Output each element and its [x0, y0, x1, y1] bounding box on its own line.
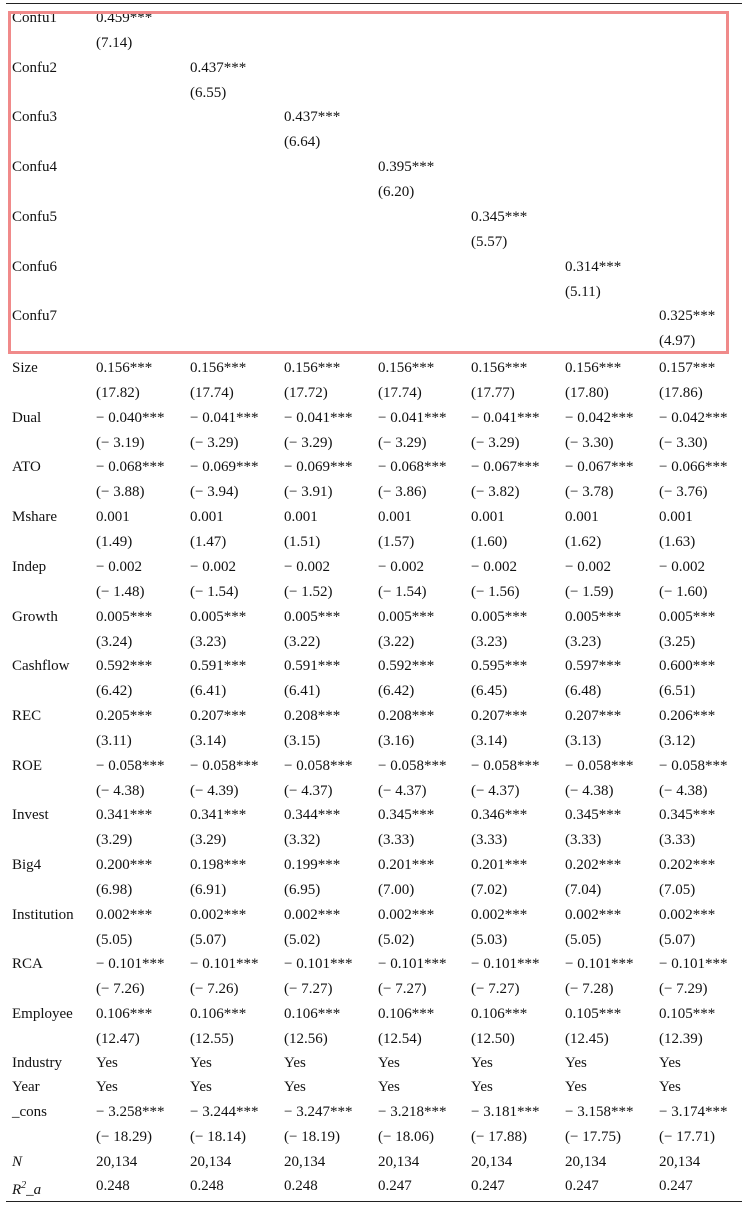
t-stat-cell: (− 4.37): [284, 782, 333, 799]
table-top-rule: [6, 3, 742, 4]
t-stat-cell: (− 3.88): [96, 484, 145, 501]
coef-cell: − 0.067***: [565, 459, 634, 476]
r2-cell: 0.247: [565, 1178, 599, 1194]
coef-cell: 0.345***: [471, 208, 528, 225]
coef-cell: 0.202***: [659, 857, 716, 873]
coef-cell: 0.106***: [378, 1006, 435, 1023]
t-stat-cell: (6.98): [96, 882, 133, 898]
t-stat-cell: (− 3.30): [565, 434, 614, 451]
coef-cell: 0.206***: [659, 707, 716, 724]
row-label-indep: Indep: [12, 558, 47, 575]
row-label-rca: RCA: [12, 956, 43, 973]
coef-cell: 0.592***: [378, 658, 435, 675]
coef-cell: − 3.174***: [659, 1104, 728, 1120]
coef-cell: 0.591***: [284, 658, 341, 675]
row-label-confu6: Confu6: [12, 258, 57, 275]
coef-cell: − 0.058***: [471, 757, 540, 774]
t-stat-cell: (6.42): [378, 683, 415, 700]
t-stat-cell: (6.20): [378, 184, 415, 201]
t-stat-cell: (3.16): [378, 732, 415, 749]
coef-cell: 0.346***: [471, 807, 528, 824]
t-stat-cell: (3.22): [378, 633, 415, 650]
coef-cell: 0.156***: [96, 360, 153, 376]
coef-cell: − 0.066***: [659, 459, 728, 476]
coef-cell: − 0.058***: [96, 757, 165, 774]
t-stat-cell: (3.33): [471, 832, 508, 849]
coef-cell: 0.106***: [284, 1006, 341, 1023]
t-stat-cell: (− 3.76): [659, 484, 708, 501]
coef-cell: − 0.002: [565, 558, 611, 575]
coef-cell: − 3.244***: [190, 1104, 259, 1120]
coef-cell: − 0.002: [378, 558, 424, 575]
t-stat-cell: (3.12): [659, 732, 696, 749]
coef-cell: − 3.181***: [471, 1104, 540, 1120]
t-stat-cell: (− 17.88): [471, 1129, 527, 1145]
coef-cell: − 0.101***: [190, 956, 259, 973]
coef-cell: 0.156***: [471, 360, 528, 376]
t-stat-cell: (6.95): [284, 882, 321, 898]
coef-cell: 0.207***: [471, 707, 528, 724]
r2-cell: 0.247: [659, 1178, 693, 1194]
coef-cell: 0.592***: [96, 658, 153, 675]
coef-cell: − 0.068***: [96, 459, 165, 476]
t-stat-cell: (− 7.27): [378, 981, 427, 998]
coef-cell: 0.341***: [190, 807, 247, 824]
t-stat-cell: (− 3.78): [565, 484, 614, 501]
t-stat-cell: (− 17.71): [659, 1129, 715, 1145]
t-stat-cell: (− 1.60): [659, 583, 708, 600]
row-label-ato: ATO: [12, 459, 41, 476]
coef-cell: 0.341***: [96, 807, 153, 824]
t-stat-cell: (17.80): [565, 385, 609, 401]
coef-cell: 0.325***: [659, 308, 716, 325]
row-label-confu2: Confu2: [12, 59, 57, 76]
t-stat-cell: (− 3.86): [378, 484, 427, 501]
t-stat-cell: (17.74): [190, 385, 234, 401]
t-stat-cell: (3.32): [284, 832, 321, 849]
t-stat-cell: (1.62): [565, 534, 602, 551]
coef-cell: − 0.002: [471, 558, 517, 575]
row-label-rec: REC: [12, 707, 42, 724]
coef-cell: − 0.058***: [190, 757, 259, 774]
coef-cell: − 0.058***: [659, 757, 728, 774]
coef-cell: 0.001: [284, 509, 318, 526]
coef-cell: 0.005***: [190, 608, 247, 625]
t-stat-cell: (− 3.82): [471, 484, 520, 501]
t-stat-cell: (1.49): [96, 534, 133, 551]
coef-cell: − 0.042***: [565, 409, 634, 426]
coef-cell: 0.208***: [378, 707, 435, 724]
coef-cell: − 0.101***: [378, 956, 447, 973]
t-stat-cell: (3.33): [378, 832, 415, 849]
coef-cell: 0.437***: [284, 109, 341, 126]
t-stat-cell: (− 4.37): [378, 782, 427, 799]
coef-cell: 0.205***: [96, 707, 153, 724]
t-stat-cell: (6.42): [96, 683, 133, 700]
coef-cell: 0.314***: [565, 258, 622, 275]
coef-cell: − 0.041***: [190, 409, 259, 426]
coef-cell: − 0.058***: [378, 757, 447, 774]
coef-cell: 0.002***: [284, 906, 341, 923]
t-stat-cell: (− 7.28): [565, 981, 614, 998]
row-label-confu7: Confu7: [12, 308, 57, 325]
t-stat-cell: (− 1.54): [378, 583, 427, 600]
t-stat-cell: (12.47): [96, 1031, 140, 1048]
t-stat-cell: (1.47): [190, 534, 227, 551]
row-label-big4: Big4: [12, 857, 42, 873]
fe-cell: Yes: [565, 1055, 587, 1071]
t-stat-cell: (6.55): [190, 84, 227, 101]
n-cell: 20,134: [659, 1154, 701, 1170]
t-stat-cell: (− 1.48): [96, 583, 145, 600]
coef-cell: − 0.067***: [471, 459, 540, 476]
coef-cell: 0.199***: [284, 857, 341, 873]
t-stat-cell: (− 1.59): [565, 583, 614, 600]
row-label-confu4: Confu4: [12, 159, 57, 176]
coef-cell: 0.106***: [471, 1006, 528, 1023]
t-stat-cell: (− 1.56): [471, 583, 520, 600]
coef-cell: 0.597***: [565, 658, 622, 675]
t-stat-cell: (3.33): [565, 832, 602, 849]
row-label-roe: ROE: [12, 757, 42, 774]
coef-cell: 0.395***: [378, 159, 435, 176]
row-label-r2a: [12, 1177, 41, 1199]
coef-cell: − 0.041***: [378, 409, 447, 426]
coef-cell: 0.105***: [565, 1006, 622, 1023]
t-stat-cell: (3.25): [659, 633, 696, 650]
n-cell: 20,134: [284, 1154, 326, 1170]
coef-cell: 0.005***: [659, 608, 716, 625]
coef-cell: 0.001: [659, 509, 693, 526]
t-stat-cell: (3.15): [284, 732, 321, 749]
t-stat-cell: (3.11): [96, 732, 132, 749]
row-label-growth: Growth: [12, 608, 58, 625]
fe-cell: Yes: [565, 1079, 587, 1095]
coef-cell: − 3.158***: [565, 1104, 634, 1120]
fe-cell: Yes: [284, 1079, 306, 1095]
coef-cell: − 0.069***: [190, 459, 259, 476]
coef-cell: − 0.058***: [565, 757, 634, 774]
t-stat-cell: (6.45): [471, 683, 508, 700]
t-stat-cell: (7.04): [565, 882, 602, 898]
coef-cell: 0.208***: [284, 707, 341, 724]
coef-cell: 0.005***: [471, 608, 528, 625]
fe-cell: Yes: [284, 1055, 306, 1071]
row-label-mshare: Mshare: [12, 509, 57, 526]
t-stat-cell: (3.22): [284, 633, 321, 650]
t-stat-cell: (− 3.29): [378, 434, 427, 451]
r2-cell: 0.248: [96, 1178, 130, 1194]
coef-cell: − 0.068***: [378, 459, 447, 476]
coef-cell: − 0.040***: [96, 409, 165, 426]
t-stat-cell: (− 17.75): [565, 1129, 621, 1145]
coef-cell: 0.002***: [565, 906, 622, 923]
coef-cell: − 0.002: [659, 558, 705, 575]
r2-label-sub: _a: [26, 1182, 42, 1198]
row-label-year: Year: [12, 1079, 40, 1095]
t-stat-cell: (6.51): [659, 683, 696, 700]
coef-cell: 0.201***: [378, 857, 435, 873]
t-stat-cell: (6.41): [190, 683, 227, 700]
t-stat-cell: (17.74): [378, 385, 422, 401]
coef-cell: − 0.101***: [659, 956, 728, 973]
t-stat-cell: (− 7.27): [284, 981, 333, 998]
row-label-confu3: Confu3: [12, 109, 57, 126]
coef-cell: 0.156***: [284, 360, 341, 376]
t-stat-cell: (5.57): [471, 233, 508, 250]
t-stat-cell: (1.57): [378, 534, 415, 551]
t-stat-cell: (17.77): [471, 385, 515, 401]
t-stat-cell: (3.14): [471, 732, 508, 749]
t-stat-cell: (− 7.27): [471, 981, 520, 998]
t-stat-cell: (3.23): [565, 633, 602, 650]
n-cell: 20,134: [96, 1154, 138, 1170]
t-stat-cell: (17.86): [659, 385, 703, 401]
t-stat-cell: (− 3.19): [96, 434, 145, 451]
t-stat-cell: (− 7.26): [96, 981, 145, 998]
coef-cell: 0.459***: [96, 10, 153, 26]
n-cell: 20,134: [378, 1154, 420, 1170]
r2-label-sup: 2: [21, 1180, 27, 1191]
t-stat-cell: (7.05): [659, 882, 696, 898]
t-stat-cell: (− 4.38): [659, 782, 708, 799]
t-stat-cell: (12.39): [659, 1031, 703, 1048]
t-stat-cell: (17.82): [96, 385, 140, 401]
t-stat-cell: (− 1.54): [190, 583, 239, 600]
coef-cell: − 0.101***: [565, 956, 634, 973]
coef-cell: − 0.101***: [471, 956, 540, 973]
coef-cell: 0.207***: [565, 707, 622, 724]
coef-cell: − 0.002: [284, 558, 330, 575]
coef-cell: 0.345***: [659, 807, 716, 824]
t-stat-cell: (1.63): [659, 534, 696, 551]
t-stat-cell: (7.14): [96, 35, 133, 51]
t-stat-cell: (3.29): [96, 832, 133, 849]
coef-cell: − 3.218***: [378, 1104, 447, 1120]
t-stat-cell: (6.48): [565, 683, 602, 700]
fe-cell: Yes: [96, 1055, 118, 1071]
coef-cell: − 0.101***: [284, 956, 353, 973]
coef-cell: 0.198***: [190, 857, 247, 873]
row-label-industry: Industry: [12, 1055, 62, 1071]
coef-cell: 0.002***: [471, 906, 528, 923]
coef-cell: 0.106***: [190, 1006, 247, 1023]
t-stat-cell: (5.03): [471, 931, 508, 948]
t-stat-cell: (− 3.29): [471, 434, 520, 451]
t-stat-cell: (5.02): [284, 931, 321, 948]
t-stat-cell: (7.02): [471, 882, 508, 898]
t-stat-cell: (5.02): [378, 931, 415, 948]
coef-cell: 0.001: [378, 509, 412, 526]
t-stat-cell: (5.05): [96, 931, 133, 948]
t-stat-cell: (− 18.06): [378, 1129, 434, 1145]
n-cell: 20,134: [565, 1154, 607, 1170]
fe-cell: Yes: [190, 1055, 212, 1071]
t-stat-cell: (12.56): [284, 1031, 328, 1048]
coef-cell: 0.005***: [96, 608, 153, 625]
n-cell: 20,134: [190, 1154, 232, 1170]
row-label-institution: Institution: [12, 906, 74, 923]
fe-cell: Yes: [471, 1055, 493, 1071]
t-stat-cell: (− 3.94): [190, 484, 239, 501]
t-stat-cell: (1.51): [284, 534, 321, 551]
coef-cell: 0.595***: [471, 658, 528, 675]
t-stat-cell: (− 1.52): [284, 583, 333, 600]
coef-cell: − 0.101***: [96, 956, 165, 973]
fe-cell: Yes: [96, 1079, 118, 1095]
t-stat-cell: (6.91): [190, 882, 227, 898]
t-stat-cell: (− 3.91): [284, 484, 333, 501]
coef-cell: 0.157***: [659, 360, 716, 376]
t-stat-cell: (− 3.29): [284, 434, 333, 451]
coef-cell: 0.002***: [378, 906, 435, 923]
t-stat-cell: (7.00): [378, 882, 415, 898]
coef-cell: 0.156***: [565, 360, 622, 376]
coef-cell: 0.345***: [378, 807, 435, 824]
coef-cell: 0.344***: [284, 807, 341, 824]
coef-cell: 0.437***: [190, 59, 247, 76]
row-label-confu5: Confu5: [12, 208, 57, 225]
coef-cell: − 3.258***: [96, 1104, 165, 1120]
row-label-invest: Invest: [12, 807, 49, 824]
t-stat-cell: (− 3.29): [190, 434, 239, 451]
coef-cell: − 0.069***: [284, 459, 353, 476]
row-label-employee: Employee: [12, 1006, 73, 1023]
t-stat-cell: (− 4.37): [471, 782, 520, 799]
coef-cell: − 3.247***: [284, 1104, 353, 1120]
t-stat-cell: (3.24): [96, 633, 133, 650]
coef-cell: 0.005***: [378, 608, 435, 625]
coef-cell: 0.002***: [190, 906, 247, 923]
coef-cell: 0.202***: [565, 857, 622, 873]
coef-cell: 0.106***: [96, 1006, 153, 1023]
coef-cell: 0.200***: [96, 857, 153, 873]
fe-cell: Yes: [659, 1055, 681, 1071]
t-stat-cell: (3.29): [190, 832, 227, 849]
t-stat-cell: (− 4.39): [190, 782, 239, 799]
t-stat-cell: (3.33): [659, 832, 696, 849]
t-stat-cell: (6.64): [284, 134, 321, 151]
coef-cell: 0.001: [190, 509, 224, 526]
coef-cell: 0.005***: [565, 608, 622, 625]
coef-cell: 0.600***: [659, 658, 716, 675]
coef-cell: 0.001: [96, 509, 130, 526]
n-cell: 20,134: [471, 1154, 513, 1170]
fe-cell: Yes: [378, 1079, 400, 1095]
r2-cell: 0.248: [284, 1178, 318, 1194]
coef-cell: 0.001: [471, 509, 505, 526]
coef-cell: 0.591***: [190, 658, 247, 675]
t-stat-cell: (6.41): [284, 683, 321, 700]
t-stat-cell: (− 18.29): [96, 1129, 152, 1145]
coef-cell: − 0.042***: [659, 409, 728, 426]
t-stat-cell: (3.13): [565, 732, 602, 749]
coef-cell: − 0.058***: [284, 757, 353, 774]
coef-cell: − 0.041***: [471, 409, 540, 426]
r2-cell: 0.247: [378, 1178, 412, 1194]
t-stat-cell: (12.54): [378, 1031, 422, 1048]
t-stat-cell: (3.23): [190, 633, 227, 650]
confu-highlight-box: [8, 11, 729, 354]
coef-cell: 0.005***: [284, 608, 341, 625]
fe-cell: Yes: [471, 1079, 493, 1095]
t-stat-cell: (5.05): [565, 931, 602, 948]
t-stat-cell: (− 7.29): [659, 981, 708, 998]
t-stat-cell: (1.60): [471, 534, 508, 551]
t-stat-cell: (5.07): [659, 931, 696, 948]
t-stat-cell: (5.07): [190, 931, 227, 948]
coef-cell: 0.201***: [471, 857, 528, 873]
row-label-size: Size: [12, 360, 38, 376]
coef-cell: 0.002***: [659, 906, 716, 923]
t-stat-cell: (− 3.30): [659, 434, 708, 451]
coef-cell: 0.105***: [659, 1006, 716, 1023]
t-stat-cell: (12.50): [471, 1031, 515, 1048]
table-bottom-rule: [6, 1201, 742, 1202]
t-stat-cell: (− 4.38): [96, 782, 145, 799]
coef-cell: 0.207***: [190, 707, 247, 724]
t-stat-cell: (3.23): [471, 633, 508, 650]
row-label-n: N: [12, 1154, 23, 1170]
t-stat-cell: (3.14): [190, 732, 227, 749]
row-label-cashflow: Cashflow: [12, 658, 70, 675]
row-label-cons: _cons: [12, 1104, 47, 1120]
coef-cell: − 0.002: [96, 558, 142, 575]
r2-cell: 0.247: [471, 1178, 505, 1194]
fe-cell: Yes: [378, 1055, 400, 1071]
fe-cell: Yes: [190, 1079, 212, 1095]
coef-cell: 0.002***: [96, 906, 153, 923]
r2-cell: 0.248: [190, 1178, 224, 1194]
t-stat-cell: (− 18.19): [284, 1129, 340, 1145]
coef-cell: − 0.002: [190, 558, 236, 575]
t-stat-cell: (5.11): [565, 283, 601, 300]
coef-cell: − 0.041***: [284, 409, 353, 426]
t-stat-cell: (− 18.14): [190, 1129, 246, 1145]
row-label-dual: Dual: [12, 409, 42, 426]
coef-cell: 0.001: [565, 509, 599, 526]
r2-label-base: R: [12, 1182, 22, 1198]
t-stat-cell: (− 4.38): [565, 782, 614, 799]
t-stat-cell: (12.45): [565, 1031, 609, 1048]
fe-cell: Yes: [659, 1079, 681, 1095]
coef-cell: 0.345***: [565, 807, 622, 824]
t-stat-cell: (4.97): [659, 333, 696, 350]
t-stat-cell: (12.55): [190, 1031, 234, 1048]
coef-cell: 0.156***: [378, 360, 435, 376]
coef-cell: 0.156***: [190, 360, 247, 376]
t-stat-cell: (17.72): [284, 385, 328, 401]
row-label-confu1: Confu1: [12, 10, 57, 26]
t-stat-cell: (− 7.26): [190, 981, 239, 998]
